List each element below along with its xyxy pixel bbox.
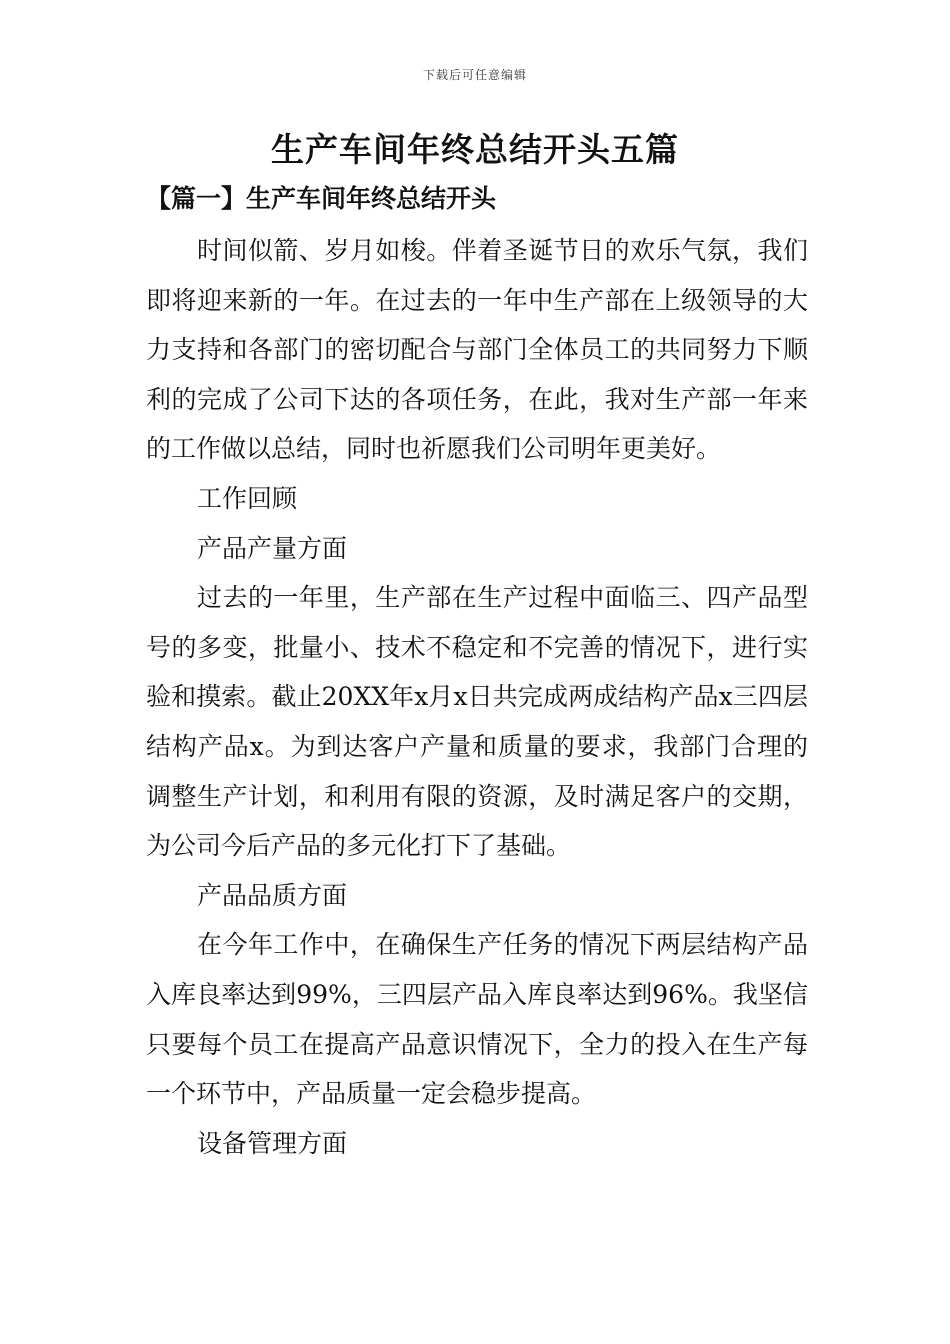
paragraph-output: 过去的一年里，生产部在生产过程中面临三、四产品型号的多变，批量小、技术不稳定和不完善的情况下，进行实验和摸索。截止20XX年x月x日共完成两成结构产品x三四层结构产品x。为到达客户产量和质量的要求，我部门合理的调整生产计划，和利用有限的资源，及时满足客户的交期，为公司今后产品的多元化打下了基础。 <box>146 583 808 861</box>
subheading-equipment: 设备管理方面 <box>197 1128 348 1158</box>
section-heading: 【篇一】生产车间年终总结开头 <box>146 184 497 213</box>
paragraph-quality: 在今年工作中，在确保生产任务的情况下两层结构产品入库良率达到99%，三四层产品入库良率达到96%。我坚信只要每个员工在提高产品意识情况下，全力的投入在生产每一个环节中，产品质量一定会稳步提高。 <box>146 930 808 1109</box>
subheading-work-review: 工作回顾 <box>197 483 298 513</box>
header-note: 下载后可任意编辑 <box>422 68 527 82</box>
paragraph-intro: 时间似箭、岁月如梭。伴着圣诞节日的欢乐气氛，我们即将迎来新的一年。在过去的一年中生产部在上级领导的大力支持和各部门的密切配合与部门全体员工的共同努力下顺利的完成了公司下达的各项任务，在此，我对生产部一年来的工作做以总结，同时也祈愿我们公司明年更美好。 <box>146 236 808 464</box>
document-title: 生产车间年终总结开头五篇 <box>271 130 679 169</box>
subheading-output: 产品产量方面 <box>197 533 348 563</box>
body-text <box>146 226 808 1168</box>
subheading-quality: 产品品质方面 <box>197 880 348 910</box>
